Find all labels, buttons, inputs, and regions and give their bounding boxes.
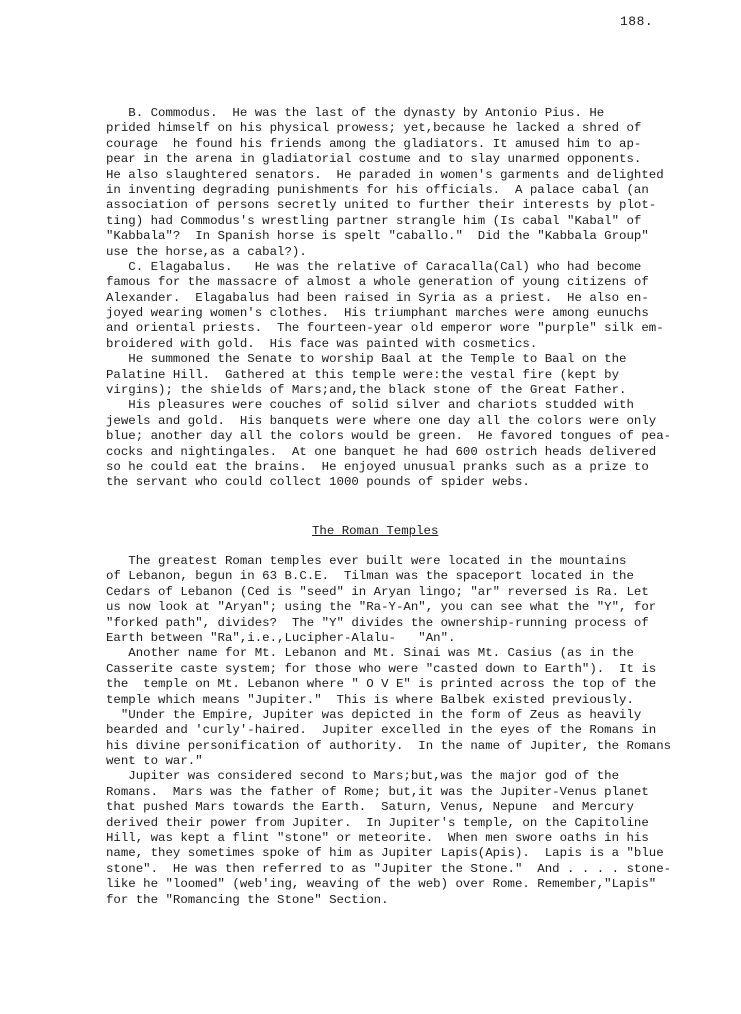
text-line: stone". He was then referred to as "Jupiter the Stone." And . . . . stone- <box>106 861 672 876</box>
text-line: Palatine Hill. Gathered at this temple were:the vestal fire (kept by <box>106 367 620 382</box>
text-line: His pleasures were couches of solid silver and chariots studded with <box>106 398 634 413</box>
text-line: name, they sometimes spoke of him as Jupiter Lapis(Apis). Lapis is a "blue <box>106 846 664 861</box>
text-line: "forked path", divides? The "Y" divides the ownership-running process of <box>106 615 649 630</box>
text-line: C. Elagabalus. He was the relative of Caracalla(Cal) who had become <box>106 259 642 274</box>
text-line: like he "loomed" (web'ing, weaving of the web) over Rome. Remember,"Lapis" <box>106 877 657 892</box>
text-line: blue; another day all the colors would be green. He favored tongues of pea- <box>106 429 672 444</box>
text-line: "Under the Empire, Jupiter was depicted in the form of Zeus as heavily <box>106 707 642 722</box>
text-line: the servant who could collect 1000 pounds of spider webs. <box>106 475 530 490</box>
text-line: The greatest Roman temples ever built were located in the mountains <box>106 554 627 568</box>
text-line: prided himself on his physical prowess; yet,because he lacked a shred of <box>106 121 642 136</box>
text-line: He summoned the Senate to worship Baal at the Temple to Baal on the <box>106 352 627 367</box>
text-line: joyed wearing women's clothes. His triumphant marches were among eunuchs <box>106 306 649 321</box>
text-line: He also slaughtered senators. He paraded in women's garments and delighted <box>106 167 664 182</box>
text-line: in inventing degrading punishments for his officials. A palace cabal (an <box>106 182 649 197</box>
text-line: went to war." <box>106 754 203 769</box>
text-line: ting) had Commodus's wrestling partner strangle him (Is cabal "Kabal" of <box>106 213 642 228</box>
text-line: that pushed Mars towards the Earth. Saturn, Venus, Nepune and Mercury <box>106 800 634 815</box>
text-line: pear in the arena in gladiatorial costume and to slay unarmed opponents. <box>106 152 642 167</box>
text-line: Another name for Mt. Lebanon and Mt. Sinai was Mt. Casius (as in the <box>106 646 634 661</box>
text-line: broidered with gold. His face was painted with cosmetics. <box>106 336 538 351</box>
text-line: his divine personification of authority. In the name of Jupiter, the Romans <box>106 738 672 753</box>
text-line: cocks and nightingales. At one banquet he had 600 ostrich heads delivered <box>106 444 657 459</box>
text-line: famous for the massacre of almost a whole generation of young citizens of <box>106 275 649 290</box>
text-line: Romans. Mars was the father of Rome; but,it was the Jupiter-Venus planet <box>106 784 649 799</box>
text-line: use the horse,as a cabal?). <box>106 244 307 259</box>
text-line: of Lebanon, begun in 63 B.C.E. Tilman was the spaceport located in the <box>106 569 634 584</box>
text-line: B. Commodus. He was the last of the dynasty by Antonio Pius. He <box>106 106 605 120</box>
text-line: Casserite caste system; for those who were "casted down to Earth"). It is <box>106 661 657 676</box>
text-line: jewels and gold. His banquets were where one day all the colors were only <box>106 413 657 428</box>
text-line: courage he found his friends among the gladiators. It amused him to ap- <box>106 136 642 151</box>
page-number: 188. <box>620 14 654 29</box>
text-line: Jupiter was considered second to Mars;but,was the major god of the <box>106 769 620 784</box>
text-line: and oriental priests. The fourteen-year old emperor wore "purple" silk em- <box>106 321 664 336</box>
text-line: us now look at "Aryan"; using the "Ra-Y-An", you can see what the "Y", for <box>106 600 657 615</box>
text-line: temple which means "Jupiter." This is where Balbek existed previously. <box>106 692 634 707</box>
body-text-block <box>106 554 672 908</box>
text-line: Cedars of Lebanon (Ced is "seed" in Aryan lingo; "ar" reversed is Ra. Let <box>106 584 649 599</box>
text-line: derived their power from Jupiter. In Jupiter's temple, on the Capitoline <box>106 815 649 830</box>
text-line: bearded and 'curly'-haired. Jupiter excelled in the eyes of the Romans in <box>106 723 657 738</box>
text-line: so he could eat the brains. He enjoyed unusual pranks such as a prize to <box>106 459 649 474</box>
text-line: the temple on Mt. Lebanon where " O V E" is printed across the top of the <box>106 677 657 692</box>
body-text-block <box>106 106 672 491</box>
text-line: virgins); the shields of Mars;and,the black stone of the Great Father. <box>106 383 627 398</box>
text-line: Alexander. Elagabalus had been raised in Syria as a priest. He also en- <box>106 290 649 305</box>
section-heading: The Roman Temples <box>312 524 439 538</box>
text-line: association of persons secretly united to further their interests by plot- <box>106 198 657 213</box>
text-line: for the "Romancing the Stone" Section. <box>106 892 389 907</box>
text-line: Earth between "Ra",i.e.,Lucipher-Alalu- "An". <box>106 630 456 645</box>
text-line: "Kabbala"? In Spanish horse is spelt "caballo." Did the "Kabbala Group" <box>106 229 649 244</box>
text-line: Hill, was kept a flint "stone" or meteorite. When men swore oaths in his <box>106 831 649 846</box>
